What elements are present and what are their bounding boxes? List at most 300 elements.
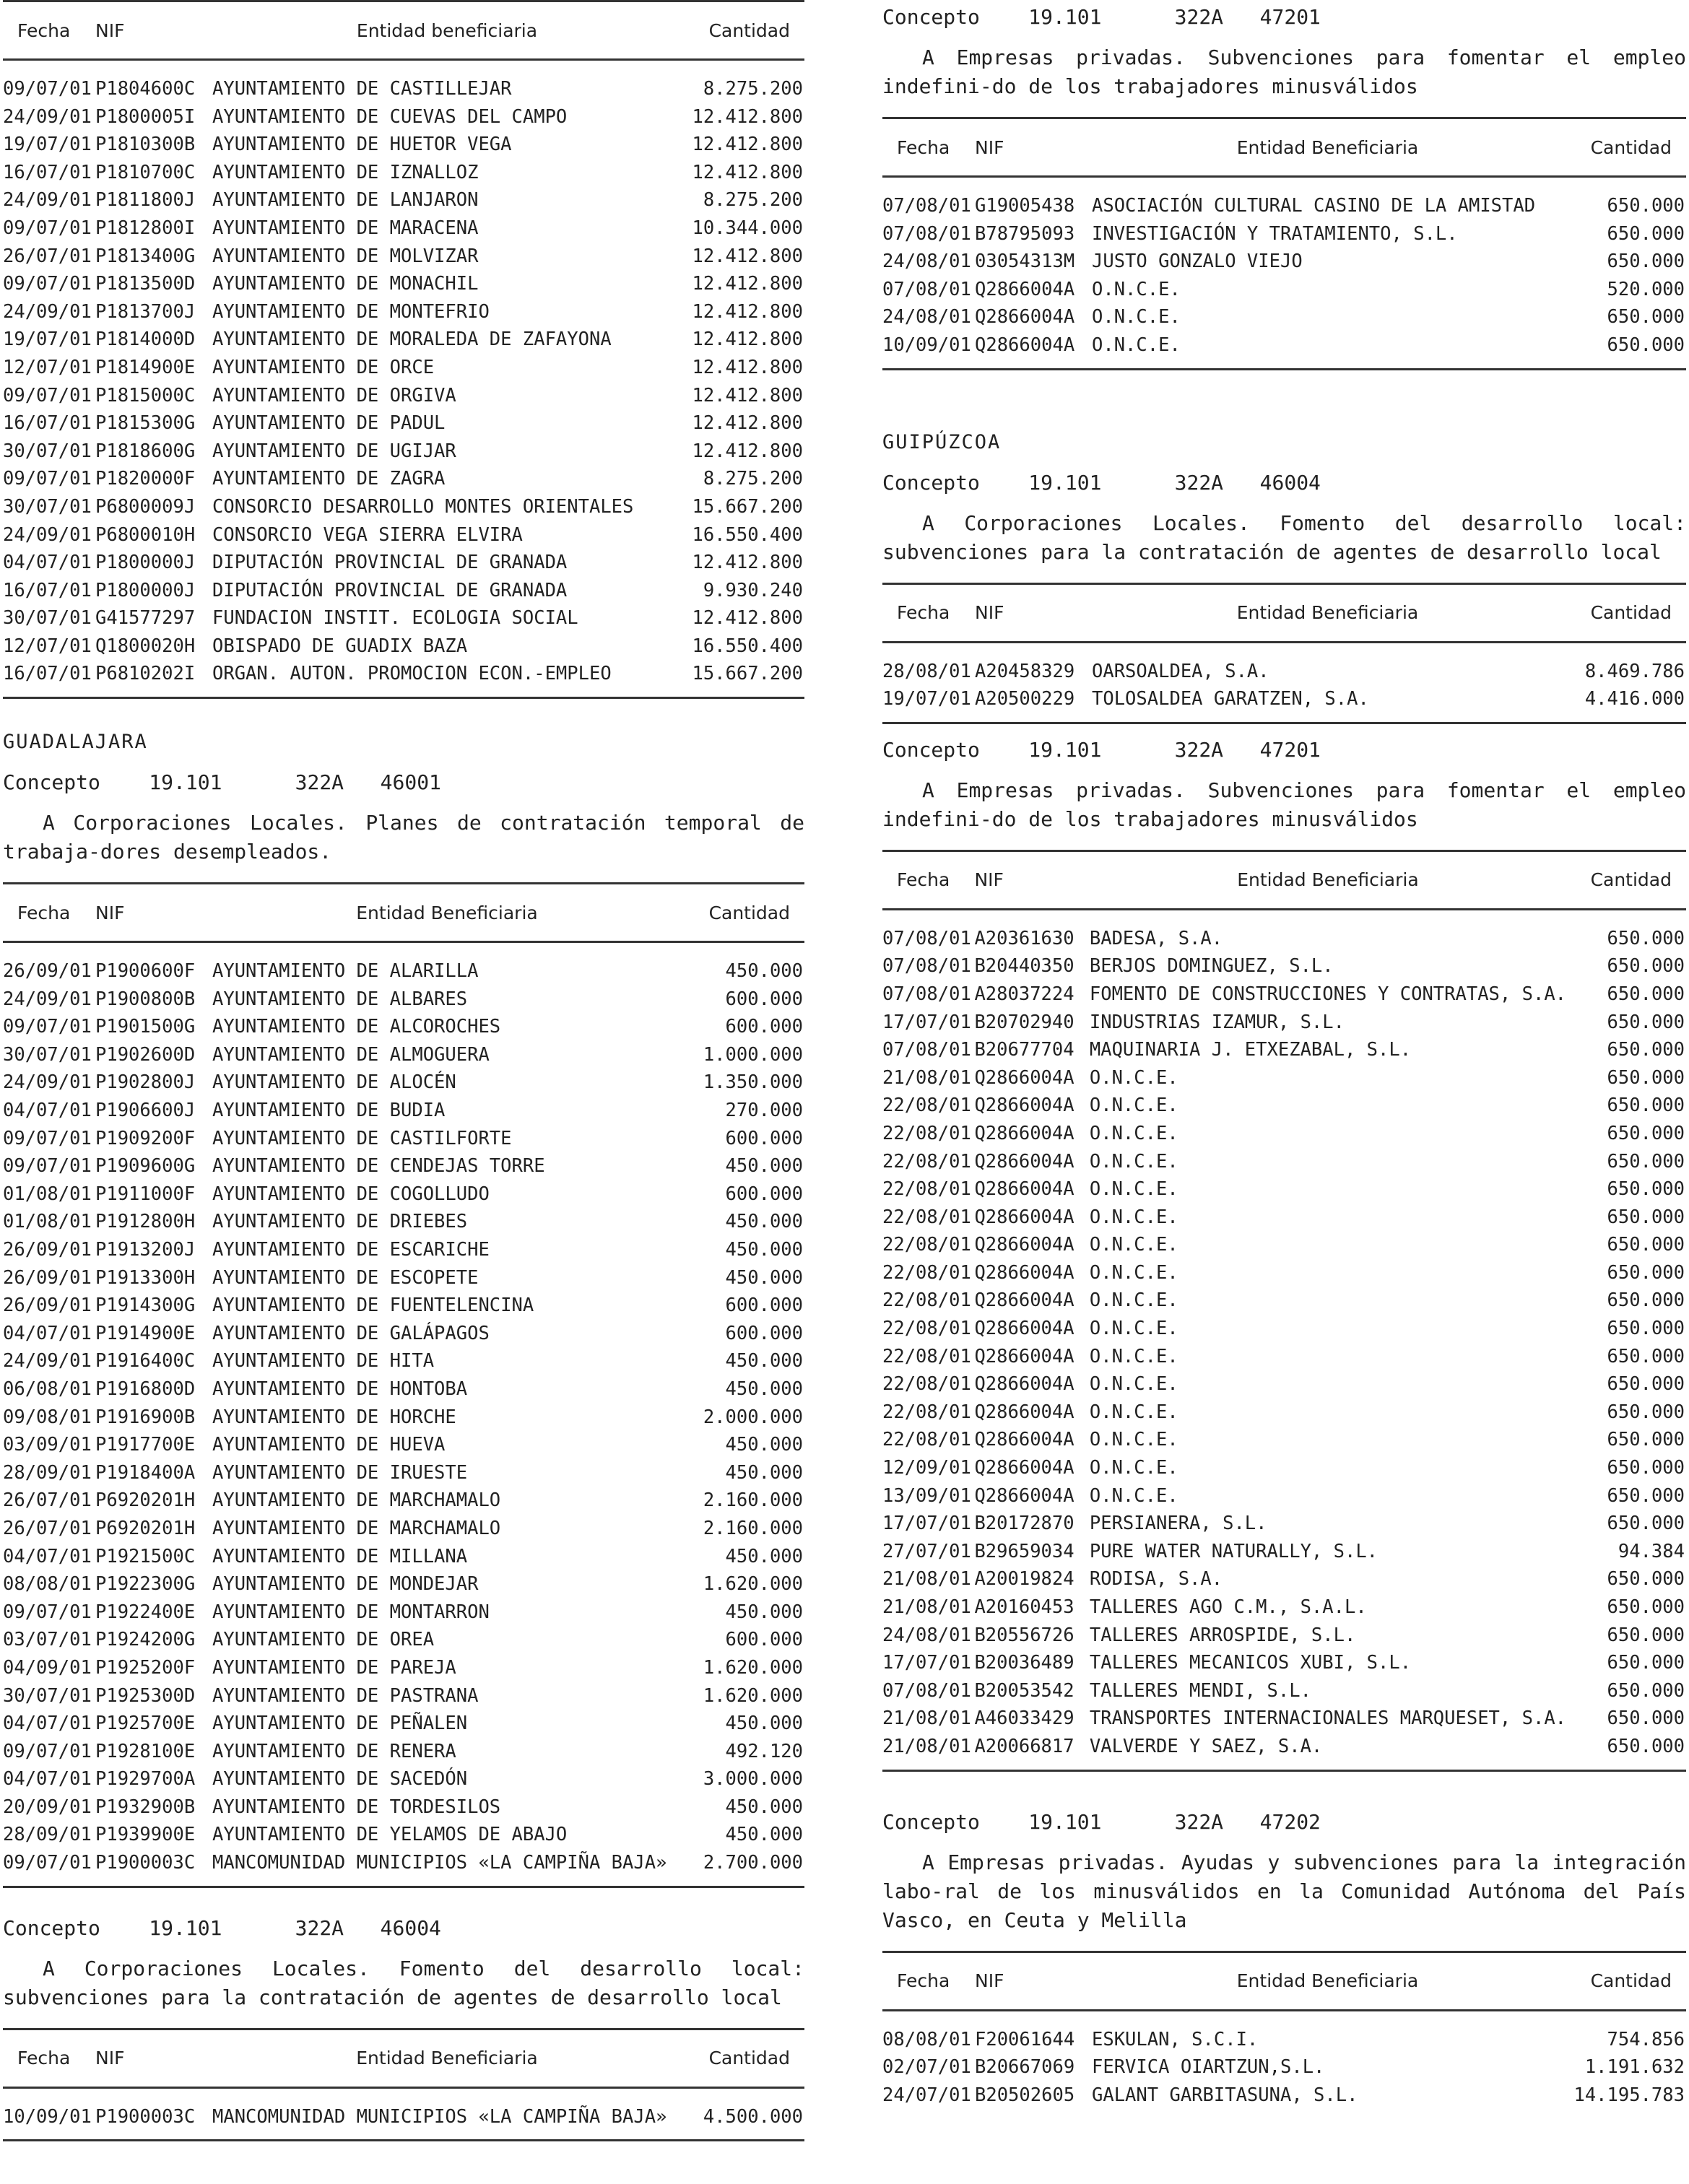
table-row xyxy=(882,1370,1686,1398)
cell-nif: P1901500G xyxy=(95,1016,196,1038)
cell-nif: P6920201H xyxy=(95,1489,196,1512)
cell-entidad: O.N.C.E. xyxy=(1089,1261,1178,1284)
cell-fecha: 30/07/01 xyxy=(3,440,92,462)
cell-cantidad: 2.700.000 xyxy=(703,1852,803,1874)
table-row xyxy=(3,1738,804,1766)
cell-cantidad: 650.000 xyxy=(1607,1039,1685,1061)
cell-nif: Q2866004A xyxy=(974,1150,1074,1173)
cell-cantidad: 650.000 xyxy=(1607,1011,1685,1033)
cell-cantidad: 600.000 xyxy=(725,1016,803,1038)
cell-nif: P1900600F xyxy=(95,960,196,983)
cell-fecha: 12/07/01 xyxy=(3,635,92,657)
cell-cantidad: 650.000 xyxy=(1607,1373,1685,1396)
cell-cantidad: 650.000 xyxy=(1607,1178,1685,1201)
cell-entidad: CONSORCIO DESARROLLO MONTES ORIENTALES xyxy=(212,495,634,518)
cell-nif: P1924200G xyxy=(95,1629,196,1651)
concepto-program: 322A xyxy=(1174,470,1224,495)
cell-fecha: 26/07/01 xyxy=(3,1517,92,1539)
table-row xyxy=(3,354,804,382)
cell-fecha: 30/07/01 xyxy=(3,1684,92,1707)
cell-entidad: MAQUINARIA J. ETXEZABAL, S.L. xyxy=(1089,1039,1412,1061)
cell-fecha: 09/07/01 xyxy=(3,1155,92,1178)
cell-nif: P1921500C xyxy=(95,1545,196,1567)
cell-cantidad: 600.000 xyxy=(725,1127,803,1149)
cell-fecha: 21/08/01 xyxy=(882,1568,971,1591)
cell-fecha: 07/08/01 xyxy=(882,983,971,1005)
cell-entidad: O.N.C.E. xyxy=(1089,1095,1178,1117)
header-nif: NIF xyxy=(975,583,1092,642)
cell-fecha: 04/07/01 xyxy=(3,1545,92,1567)
cell-nif: B20036489 xyxy=(974,1652,1074,1674)
cell-nif: F20061644 xyxy=(975,2028,1075,2050)
province-heading-guadalajara: GUADALAJARA xyxy=(3,731,148,754)
cell-entidad: DIPUTACIÓN PROVINCIAL DE GRANADA xyxy=(212,579,568,601)
cell-entidad: AYUNTAMIENTO DE GALÁPAGOS xyxy=(212,1322,490,1344)
table-row xyxy=(3,1236,804,1264)
table-row xyxy=(882,1733,1686,1770)
cell-cantidad: 650.000 xyxy=(1607,1401,1685,1423)
cell-cantidad: 450.000 xyxy=(725,1239,803,1261)
concepto-subconcept: 47201 xyxy=(1259,5,1321,29)
cell-entidad: O.N.C.E. xyxy=(1089,1178,1178,1201)
cell-fecha: 21/08/01 xyxy=(882,1707,971,1730)
cell-entidad: TALLERES MENDI, S.L. xyxy=(1089,1679,1311,1702)
table-row xyxy=(3,1431,804,1459)
cell-nif: P1812800I xyxy=(95,217,196,239)
cell-fecha: 22/08/01 xyxy=(882,1345,971,1367)
cell-nif: P1810300B xyxy=(95,134,196,156)
cell-fecha: 09/07/01 xyxy=(3,1127,92,1149)
concepto-program: 322A xyxy=(1174,737,1224,762)
concepto-line xyxy=(882,736,1686,765)
cell-entidad: AYUNTAMIENTO DE HITA xyxy=(212,1350,435,1372)
cell-fecha: 07/08/01 xyxy=(882,1039,971,1061)
cell-nif: P1906600J xyxy=(95,1100,196,1122)
cell-nif: P1913200J xyxy=(95,1239,196,1261)
cell-nif: Q2866004A xyxy=(974,1289,1074,1312)
table-row xyxy=(882,685,1686,723)
table-row xyxy=(3,159,804,187)
cell-entidad: ORGAN. AUTON. PROMOCION ECON.-EMPLEO xyxy=(212,663,612,685)
cell-fecha: 22/08/01 xyxy=(882,1261,971,1284)
cell-nif: P6920201H xyxy=(95,1517,196,1539)
cell-nif: Q2866004A xyxy=(974,1318,1074,1340)
cell-nif: A46033429 xyxy=(974,1707,1074,1730)
cell-nif: Q2866004A xyxy=(974,1345,1074,1367)
cell-entidad: GALANT GARBITASUNA, S.L. xyxy=(1092,2084,1358,2106)
cell-nif: P6800010H xyxy=(95,523,196,546)
cell-cantidad: 12.412.800 xyxy=(692,412,803,435)
cell-entidad: O.N.C.E. xyxy=(1092,278,1181,300)
cell-fecha: 20/09/01 xyxy=(3,1796,92,1818)
cell-cantidad: 600.000 xyxy=(725,1629,803,1651)
cell-cantidad: 8.275.200 xyxy=(703,468,803,490)
cell-fecha: 09/07/01 xyxy=(3,1016,92,1038)
cell-entidad: O.N.C.E. xyxy=(1089,1150,1178,1173)
cell-entidad: AYUNTAMIENTO DE CUEVAS DEL CAMPO xyxy=(212,105,568,128)
guipuzcoa-47202-table xyxy=(882,1951,1686,2118)
concepto-program: 322A xyxy=(295,770,344,795)
cell-entidad: AYUNTAMIENTO DE MONTARRON xyxy=(212,1601,490,1623)
cell-cantidad: 12.412.800 xyxy=(692,440,803,462)
header-cantidad: Cantidad xyxy=(682,884,804,942)
cell-entidad: AYUNTAMIENTO DE ESCARICHE xyxy=(212,1239,490,1261)
cell-fecha: 04/07/01 xyxy=(3,1100,92,1122)
table-row xyxy=(882,1538,1686,1566)
concepto-line xyxy=(882,1808,1686,1837)
cell-nif: P1818600G xyxy=(95,440,196,462)
cell-entidad: AYUNTAMIENTO DE CASTILFORTE xyxy=(212,1127,512,1149)
cell-nif: P1900800B xyxy=(95,988,196,1010)
cell-entidad: TOLOSALDEA GARATZEN, S.A. xyxy=(1092,688,1369,710)
cell-entidad: AYUNTAMIENTO DE PEÑALEN xyxy=(212,1713,468,1735)
cell-entidad: AYUNTAMIENTO DE UGIJAR xyxy=(212,440,456,462)
cell-nif: B20502605 xyxy=(975,2084,1075,2106)
table-row xyxy=(882,1231,1686,1259)
header-fecha: Fecha xyxy=(3,2029,95,2087)
header-fecha: Fecha xyxy=(3,1,95,60)
cell-nif: P1813500D xyxy=(95,273,196,295)
cell-nif: P1813400G xyxy=(95,245,196,267)
concepto-code: 19.101 xyxy=(1028,470,1102,495)
cell-entidad: AYUNTAMIENTO DE ALCOROCHES xyxy=(212,1016,501,1038)
table-row xyxy=(3,465,804,493)
cell-cantidad: 4.500.000 xyxy=(703,2105,803,2128)
table-row xyxy=(3,1292,804,1320)
table-row xyxy=(882,1287,1686,1315)
cell-nif: P1909200F xyxy=(95,1127,196,1149)
concepto-description: A Empresas privadas. Subvenciones para fomentar el empleo indefini-do de los trabajadores minusválidos xyxy=(882,45,1686,98)
header-fecha: Fecha xyxy=(882,1952,975,2010)
cell-cantidad: 650.000 xyxy=(1607,1095,1685,1117)
cell-cantidad: 1.620.000 xyxy=(703,1573,803,1596)
cell-entidad: OBISPADO DE GUADIX BAZA xyxy=(212,635,468,657)
table-row xyxy=(882,1259,1686,1287)
cell-nif: Q2866004A xyxy=(974,1429,1074,1451)
cell-fecha: 24/08/01 xyxy=(882,306,971,329)
cell-nif: P1911000F xyxy=(95,1183,196,1205)
cell-fecha: 21/08/01 xyxy=(882,1596,971,1618)
cell-cantidad: 15.667.200 xyxy=(692,663,803,685)
cell-fecha: 26/09/01 xyxy=(3,1239,92,1261)
cell-fecha: 07/08/01 xyxy=(882,278,971,300)
table-row xyxy=(3,409,804,438)
cell-cantidad: 600.000 xyxy=(725,1295,803,1317)
concepto-description: A Empresas privadas. Ayudas y subvenciones para la integración labo-ral de los minusválidos en la Comunidad Autónoma del País Vasco, en Ceuta y Melilla xyxy=(882,1850,1686,1932)
cell-cantidad: 650.000 xyxy=(1607,1318,1685,1340)
cell-cantidad: 520.000 xyxy=(1607,278,1685,300)
table-row xyxy=(3,1849,804,1887)
cell-cantidad: 650.000 xyxy=(1607,1513,1685,1535)
cell-entidad: AYUNTAMIENTO DE PASTRANA xyxy=(212,1684,479,1707)
table-row xyxy=(3,1793,804,1822)
cell-cantidad: 650.000 xyxy=(1607,1429,1685,1451)
table-row xyxy=(3,521,804,549)
cell-entidad: O.N.C.E. xyxy=(1089,1373,1178,1396)
cell-fecha: 22/08/01 xyxy=(882,1373,971,1396)
table-row xyxy=(882,1343,1686,1371)
cell-cantidad: 650.000 xyxy=(1607,1234,1685,1256)
table-row xyxy=(882,1677,1686,1705)
cell-fecha: 17/07/01 xyxy=(882,1652,971,1674)
cell-fecha: 24/08/01 xyxy=(882,251,971,273)
cell-cantidad: 600.000 xyxy=(725,1183,803,1205)
table-row xyxy=(882,1036,1686,1064)
header-fecha: Fecha xyxy=(882,850,974,909)
cell-cantidad: 650.000 xyxy=(1607,1206,1685,1228)
table-row xyxy=(3,549,804,577)
cell-cantidad: 650.000 xyxy=(1607,1261,1685,1284)
cell-fecha: 02/07/01 xyxy=(882,2056,971,2079)
table-row xyxy=(882,1204,1686,1232)
cell-fecha: 24/09/01 xyxy=(3,1071,92,1094)
concepto-code: 19.101 xyxy=(1028,1809,1102,1834)
cell-fecha: 22/08/01 xyxy=(882,1095,971,1117)
cell-nif: P1913300H xyxy=(95,1266,196,1289)
cell-nif: B20440350 xyxy=(974,955,1074,978)
table-row xyxy=(3,1069,804,1097)
table-row xyxy=(3,1152,804,1180)
cell-entidad: TALLERES MECANICOS XUBI, S.L. xyxy=(1089,1652,1412,1674)
cell-cantidad: 450.000 xyxy=(725,960,803,983)
table-row xyxy=(3,604,804,632)
cell-fecha: 28/09/01 xyxy=(3,1824,92,1846)
header-fecha: Fecha xyxy=(882,118,975,177)
table-row xyxy=(3,1347,804,1375)
table-row xyxy=(882,1398,1686,1427)
cell-fecha: 21/08/01 xyxy=(882,1066,971,1089)
cell-cantidad: 650.000 xyxy=(1607,983,1685,1005)
cell-fecha: 26/09/01 xyxy=(3,1295,92,1317)
concepto-label: Concepto xyxy=(3,770,100,795)
cell-entidad: O.N.C.E. xyxy=(1089,1122,1178,1144)
cell-fecha: 22/08/01 xyxy=(882,1234,971,1256)
cell-cantidad: 2.160.000 xyxy=(703,1489,803,1512)
table-row xyxy=(3,1264,804,1292)
cell-entidad: OARSOALDEA, S.A. xyxy=(1092,660,1269,682)
cell-cantidad: 1.191.632 xyxy=(1584,2056,1685,2079)
cell-cantidad: 1.350.000 xyxy=(703,1071,803,1094)
cell-fecha: 16/07/01 xyxy=(3,579,92,601)
table-row xyxy=(882,2010,1686,2053)
cell-nif: Q2866004A xyxy=(974,1401,1074,1423)
cell-nif: P1902800J xyxy=(95,1071,196,1094)
cell-cantidad: 450.000 xyxy=(725,1211,803,1233)
cell-entidad: CONSORCIO VEGA SIERRA ELVIRA xyxy=(212,523,523,546)
table-row xyxy=(3,131,804,159)
cell-cantidad: 650.000 xyxy=(1607,1707,1685,1730)
header-cantidad: Cantidad xyxy=(682,1,804,60)
cell-fecha: 09/07/01 xyxy=(3,1740,92,1762)
cell-cantidad: 12.412.800 xyxy=(692,161,803,183)
cell-cantidad: 450.000 xyxy=(725,1266,803,1289)
cell-nif: P6800009J xyxy=(95,495,196,518)
header-entidad: Entidad Beneficiaria xyxy=(212,2029,682,2087)
cell-fecha: 12/07/01 xyxy=(3,356,92,378)
cell-entidad: AYUNTAMIENTO DE HUETOR VEGA xyxy=(212,134,512,156)
cell-cantidad: 1.000.000 xyxy=(703,1043,803,1066)
cell-nif: G41577297 xyxy=(95,607,196,630)
cell-cantidad: 8.469.786 xyxy=(1584,660,1685,682)
cell-fecha: 30/07/01 xyxy=(3,495,92,518)
table-row xyxy=(3,1710,804,1738)
cell-entidad: BADESA, S.A. xyxy=(1089,927,1223,949)
cell-cantidad: 650.000 xyxy=(1607,1345,1685,1367)
table-row xyxy=(3,1180,804,1209)
table-row xyxy=(882,331,1686,369)
cell-nif: P1810700C xyxy=(95,161,196,183)
cell-fecha: 10/09/01 xyxy=(882,334,971,356)
cell-entidad: O.N.C.E. xyxy=(1089,1066,1178,1089)
table-row xyxy=(882,220,1686,248)
cell-fecha: 19/07/01 xyxy=(882,688,971,710)
concepto-subconcept: 47201 xyxy=(1259,737,1321,762)
cell-fecha: 04/07/01 xyxy=(3,1713,92,1735)
cell-nif: Q2866004A xyxy=(974,1373,1074,1396)
cell-nif: P1922400E xyxy=(95,1601,196,1623)
concepto-code: 19.101 xyxy=(149,770,222,795)
cell-fecha: 24/09/01 xyxy=(3,1350,92,1372)
cell-nif: P1929700A xyxy=(95,1768,196,1791)
cell-nif: P1922300G xyxy=(95,1573,196,1596)
table-row xyxy=(3,186,804,214)
cell-nif: Q2866004A xyxy=(975,278,1075,300)
cell-cantidad: 650.000 xyxy=(1607,1066,1685,1089)
cell-nif: P1918400A xyxy=(95,1461,196,1484)
cell-entidad: VALVERDE Y SAEZ, S.A. xyxy=(1089,1735,1323,1757)
cell-nif: A20458329 xyxy=(975,660,1075,682)
cell-fecha: 03/09/01 xyxy=(3,1434,92,1456)
cell-fecha: 22/08/01 xyxy=(882,1289,971,1312)
cell-entidad: AYUNTAMIENTO DE ZAGRA xyxy=(212,468,446,490)
cell-entidad: AYUNTAMIENTO DE MONDEJAR xyxy=(212,1573,479,1596)
guipuzcoa-47201-table xyxy=(882,850,1686,1772)
cell-nif: Q2866004A xyxy=(974,1066,1074,1089)
cell-nif: P1814900E xyxy=(95,356,196,378)
table-row xyxy=(3,1125,804,1153)
cell-nif: A20066817 xyxy=(974,1735,1074,1757)
cell-cantidad: 12.412.800 xyxy=(692,356,803,378)
cell-entidad: AYUNTAMIENTO DE COGOLLUDO xyxy=(212,1183,490,1205)
table-row xyxy=(3,438,804,466)
cell-entidad: FOMENTO DE CONSTRUCCIONES Y CONTRATAS, S.A. xyxy=(1089,983,1567,1005)
cell-entidad: MANCOMUNIDAD MUNICIPIOS «LA CAMPIÑA BAJA» xyxy=(212,1852,667,1874)
cell-entidad: AYUNTAMIENTO DE SACEDÓN xyxy=(212,1768,468,1791)
cell-cantidad: 12.412.800 xyxy=(692,134,803,156)
table-row xyxy=(3,1598,804,1627)
cell-entidad: AYUNTAMIENTO DE MARCHAMALO xyxy=(212,1517,501,1539)
cell-nif: B20667069 xyxy=(975,2056,1075,2079)
cell-cantidad: 16.550.400 xyxy=(692,523,803,546)
cell-nif: P1914300G xyxy=(95,1295,196,1317)
cell-fecha: 09/07/01 xyxy=(3,384,92,406)
cell-nif: P1813700J xyxy=(95,300,196,323)
table-row xyxy=(882,1120,1686,1148)
cell-fecha: 04/09/01 xyxy=(3,1656,92,1679)
cell-entidad: ESKULAN, S.C.I. xyxy=(1092,2028,1259,2050)
table-row xyxy=(3,382,804,410)
granada-beneficiaries-table xyxy=(3,0,804,699)
table-row xyxy=(3,1515,804,1543)
table-row xyxy=(882,1649,1686,1677)
cell-cantidad: 12.412.800 xyxy=(692,384,803,406)
concepto-description: A Empresas privadas. Subvenciones para fomentar el empleo indefini-do de los trabajadores minusválidos xyxy=(882,778,1686,831)
cell-entidad: O.N.C.E. xyxy=(1089,1234,1178,1256)
cell-entidad: DIPUTACIÓN PROVINCIAL DE GRANADA xyxy=(212,552,568,574)
table-row xyxy=(882,1064,1686,1092)
cell-cantidad: 16.550.400 xyxy=(692,635,803,657)
cell-fecha: 01/08/01 xyxy=(3,1211,92,1233)
header-cantidad: Cantidad xyxy=(1563,1952,1686,2010)
cell-nif: Q2866004A xyxy=(974,1095,1074,1117)
table-row xyxy=(3,1208,804,1236)
cell-cantidad: 450.000 xyxy=(725,1713,803,1735)
table-row xyxy=(882,1482,1686,1510)
table-row xyxy=(882,1622,1686,1650)
cell-entidad: PURE WATER NATURALLY, S.L. xyxy=(1089,1540,1378,1562)
concepto-label: Concepto xyxy=(882,470,980,495)
cell-entidad: TALLERES ARROSPIDE, S.L. xyxy=(1089,1624,1356,1646)
guadalajara-47201-table xyxy=(882,117,1686,370)
concepto-program: 322A xyxy=(1174,5,1224,29)
cell-cantidad: 2.160.000 xyxy=(703,1517,803,1539)
cell-cantidad: 15.667.200 xyxy=(692,495,803,518)
table-row xyxy=(882,1148,1686,1176)
cell-fecha: 17/07/01 xyxy=(882,1011,971,1033)
cell-nif: B20677704 xyxy=(974,1039,1074,1061)
cell-nif: G19005438 xyxy=(975,195,1075,217)
cell-fecha: 22/08/01 xyxy=(882,1401,971,1423)
concepto-code: 19.101 xyxy=(149,1915,222,1940)
cell-cantidad: 450.000 xyxy=(725,1824,803,1846)
cell-fecha: 09/07/01 xyxy=(3,1852,92,1874)
header-cantidad: Cantidad xyxy=(1566,850,1686,909)
cell-entidad: O.N.C.E. xyxy=(1089,1457,1178,1479)
cell-entidad: AYUNTAMIENTO DE HONTOBA xyxy=(212,1378,468,1400)
cell-fecha: 26/07/01 xyxy=(3,1489,92,1512)
cell-nif: P1909600G xyxy=(95,1155,196,1178)
cell-entidad: AYUNTAMIENTO DE ALOCÉN xyxy=(212,1071,456,1094)
cell-cantidad: 12.412.800 xyxy=(692,273,803,295)
header-nif: NIF xyxy=(975,118,1092,177)
cell-nif: P6810202I xyxy=(95,663,196,685)
table-row xyxy=(3,1097,804,1125)
cell-nif: P1815000C xyxy=(95,384,196,406)
cell-nif: Q2866004A xyxy=(974,1122,1074,1144)
cell-fecha: 07/08/01 xyxy=(882,955,971,978)
cell-fecha: 22/08/01 xyxy=(882,1122,971,1144)
header-nif: NIF xyxy=(975,1952,1092,2010)
cell-cantidad: 650.000 xyxy=(1607,1568,1685,1591)
cell-cantidad: 450.000 xyxy=(725,1350,803,1372)
cell-entidad: AYUNTAMIENTO DE ALARILLA xyxy=(212,960,479,983)
table-row xyxy=(3,243,804,271)
cell-entidad: AYUNTAMIENTO DE RENERA xyxy=(212,1740,456,1762)
table-row xyxy=(882,1315,1686,1343)
concepto-description: A Corporaciones Locales. Fomento del desarrollo local: subvenciones para la contratación de agentes de desarrollo local xyxy=(882,510,1686,564)
cell-entidad: AYUNTAMIENTO DE HORCHE xyxy=(212,1406,456,1428)
cell-fecha: 07/08/01 xyxy=(882,1679,971,1702)
cell-fecha: 01/08/01 xyxy=(3,1183,92,1205)
table-row xyxy=(882,1593,1686,1622)
cell-fecha: 09/08/01 xyxy=(3,1406,92,1428)
cell-cantidad: 450.000 xyxy=(725,1545,803,1567)
cell-cantidad: 8.275.200 xyxy=(703,78,803,100)
cell-cantidad: 650.000 xyxy=(1607,251,1685,273)
table-row xyxy=(3,214,804,243)
guadalajara-46004-table xyxy=(3,2028,804,2142)
cell-cantidad: 3.000.000 xyxy=(703,1768,803,1791)
